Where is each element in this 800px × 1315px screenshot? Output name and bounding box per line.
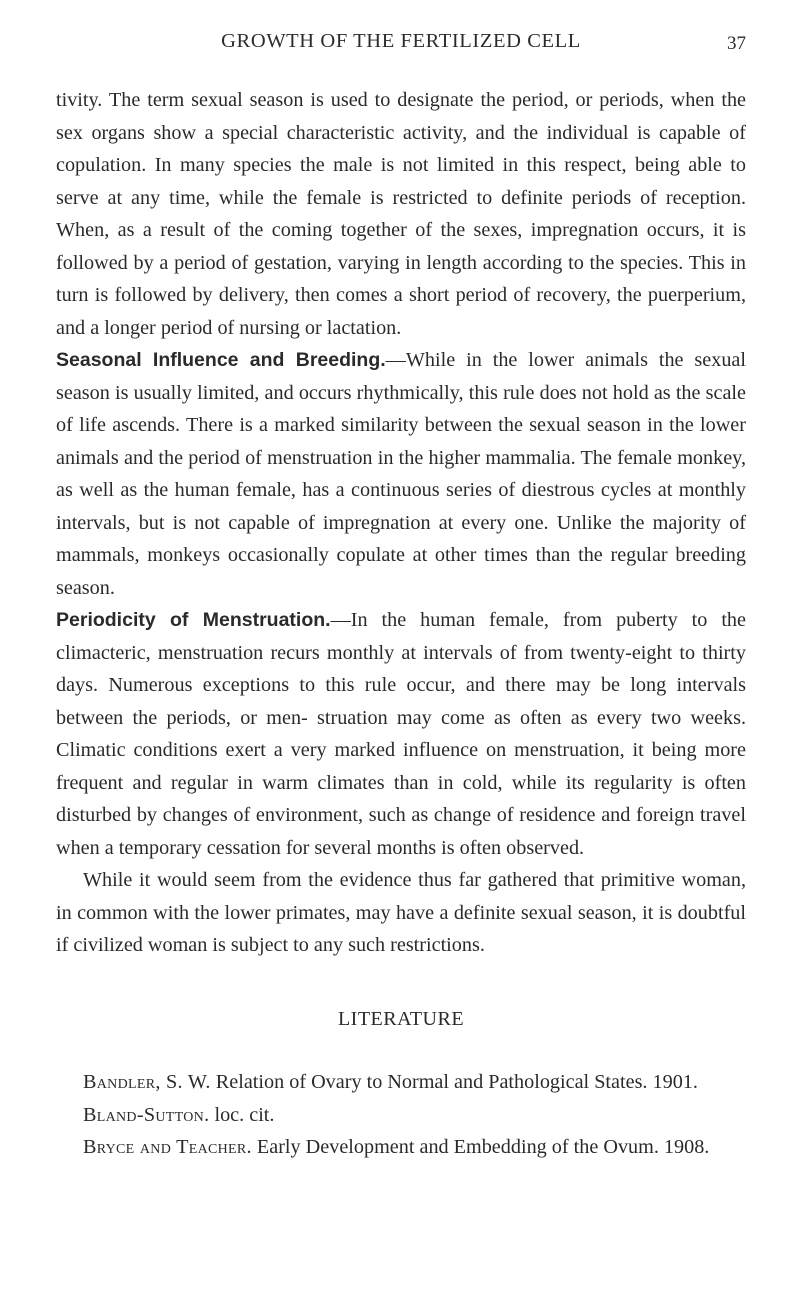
reference-title: Early Development and Embedding of the Ovum. 1908. [251, 1136, 710, 1158]
reference-author: Bryce and Teacher. [83, 1136, 252, 1158]
running-head [56, 30, 746, 60]
paragraph-seasonal-influence [56, 344, 746, 604]
paragraph-periodicity [56, 604, 746, 864]
reference-title: loc. cit. [209, 1103, 275, 1126]
literature-heading: LITERATURE [337, 1007, 465, 1030]
section-heading-periodicity: Periodicity of Menstruation. [56, 609, 331, 631]
paragraph-periodicity-text: —In the human female, from puberty to the climacteric, menstruation recurs monthly at intervals of from twenty-eight to thirty days. Numerous exceptions to this rule occur, and there may be long intervals between the periods, or men- struation may come as often as every two weeks. Climatic conditions exert a very marked influence on menstruation, it being more frequent and regular in warm climates than in cold, while its regularity is often disturbed by changes of environment, such as change of residence and foreign travel when a temporary cessation for several months is often observed. [56, 609, 746, 859]
reference-item [56, 1131, 746, 1164]
paragraph-seasonal-influence-text: —While in the lower animals the sexual season is usually limited, and occurs rhythmically, this rule does not hold as the scale of life ascends. There is a marked similarity between the sexual season in the lower animals and the period of menstruation in the higher mammalia. The female monkey, as well as the human female, has a continuous series of diestrous cycles at monthly intervals, but is not capable of impregnation at every one. Unlike the majority of mammals, monkeys occasionally copulate at other times than the regular breeding season. [56, 349, 746, 599]
paragraph-continued: tivity. The term sexual season is used to designate the period, or periods, when the sex organs show a special characteristic activity, and the individual is capable of copulation. In many species the male is not limited in this respect, being able to serve at any time, while the female is restricted to definite periods of reception. When, as a result of the coming together of the sexes, impregnation occurs, it is followed by a period of gestation, varying in length according to the species. This in turn is followed by delivery, then comes a short period of recovery, the puerperium, and a longer period of nursing or lactation. [56, 89, 746, 339]
paragraph-conclusion: While it would seem from the evidence thus far gathered that primitive woman, in common with the lower primates, may have a definite sexual season, it is doubtful if civilized woman is subject to any such restrictions. [56, 869, 746, 956]
reference-author: Bandler, S. W. [83, 1071, 211, 1093]
reference-title: Relation of Ovary to Normal and Pathological States. 1901. [210, 1071, 698, 1093]
section-heading-seasonal-influence: Seasonal Influence and Breeding. [56, 349, 386, 371]
running-title: GROWTH OF THE FERTILIZED CELL [221, 30, 581, 52]
page-number: 37 [727, 33, 746, 54]
reference-item [56, 1066, 746, 1099]
reference-item [56, 1099, 746, 1132]
reference-author: Bland-Sutton. [83, 1103, 210, 1126]
body-text [56, 84, 746, 1164]
